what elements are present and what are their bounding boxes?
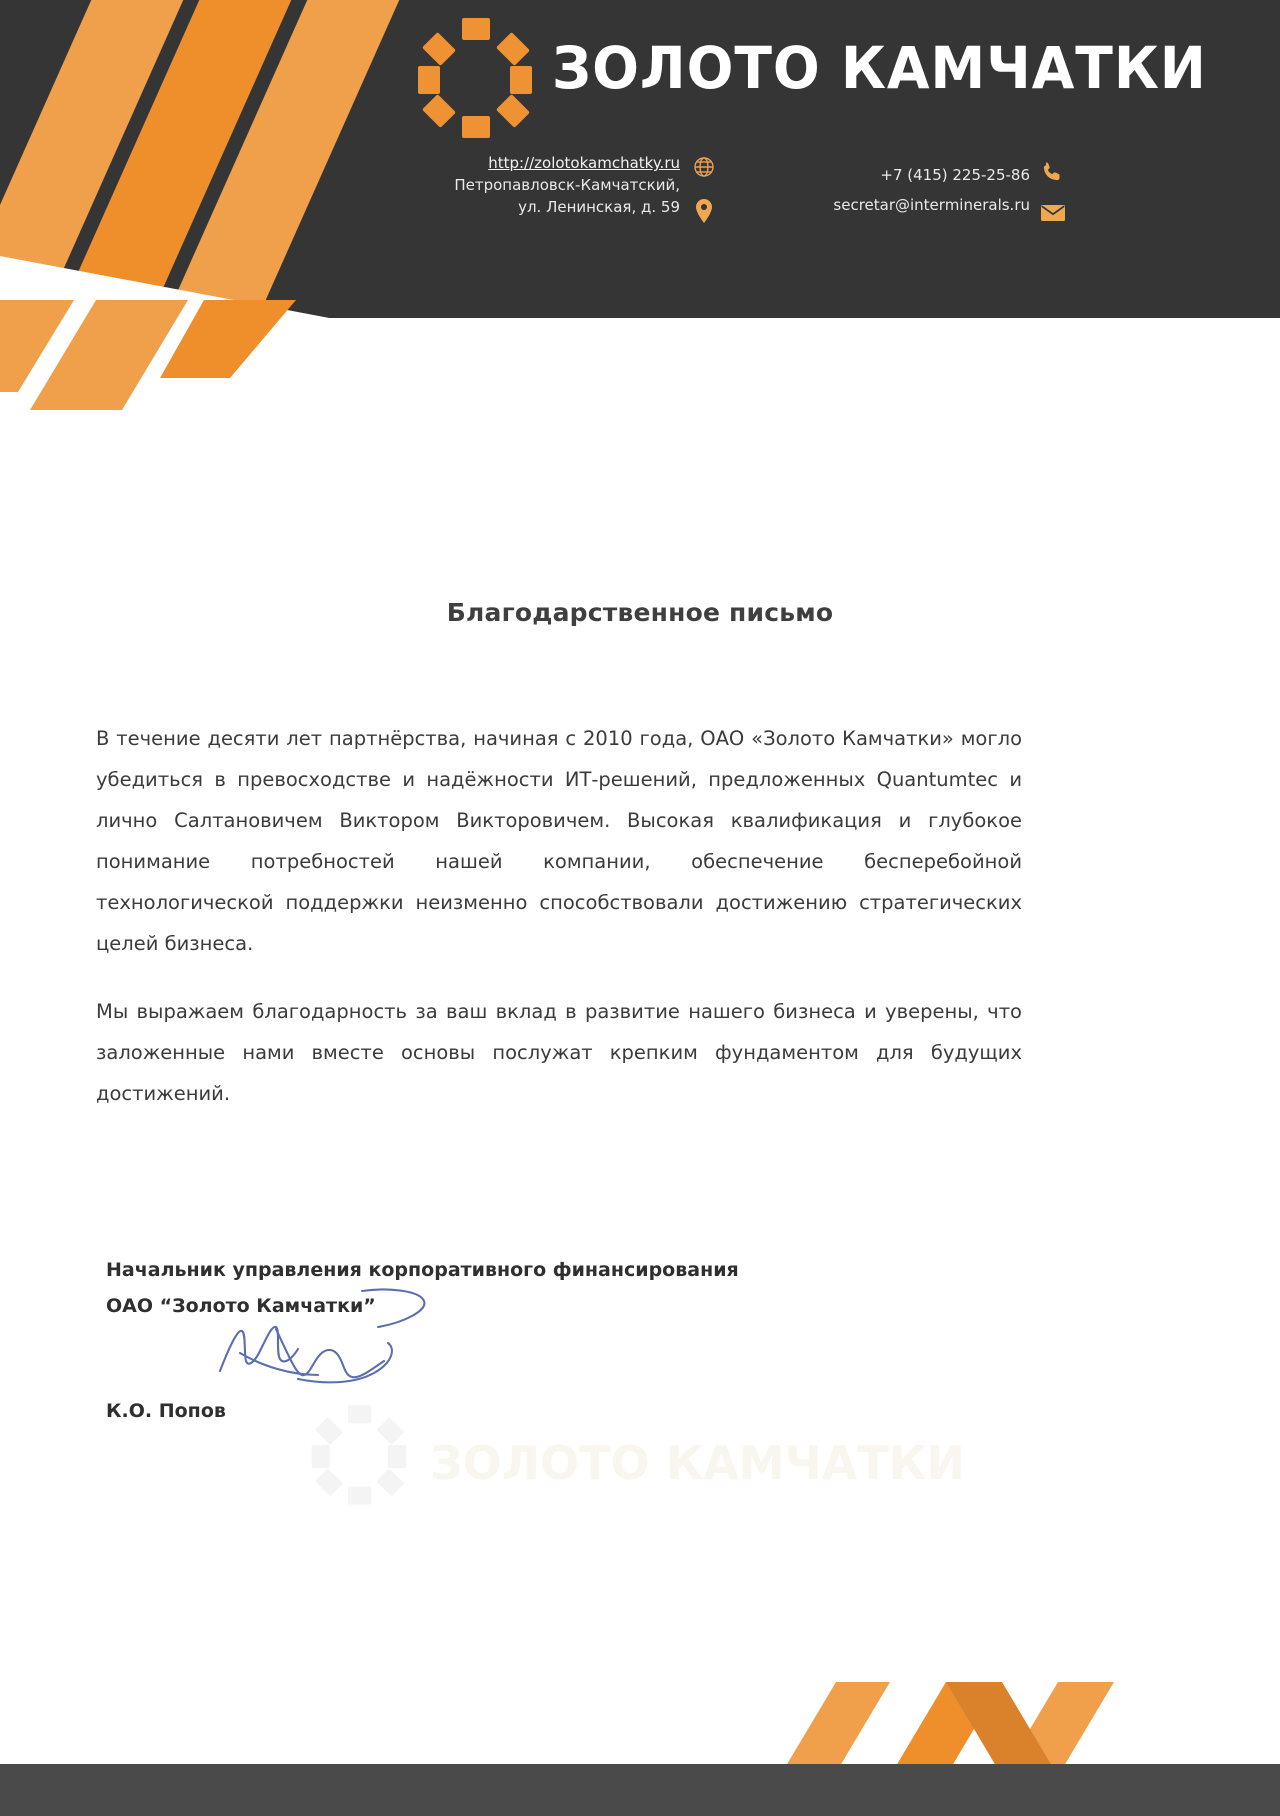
phone-number[interactable]: +7 (415) 225-25-86 bbox=[880, 166, 1030, 184]
watermark-brand-text: ЗОЛОТО КАМЧАТКИ bbox=[430, 1436, 965, 1490]
letterhead-header bbox=[0, 0, 1280, 318]
envelope-icon bbox=[1040, 203, 1068, 228]
page-title: Благодарственное письмо bbox=[446, 598, 834, 627]
footer-bar bbox=[0, 1764, 1280, 1816]
gold-ring-logo-watermark-icon bbox=[300, 1400, 416, 1510]
signer-position-line-2: ОАО “Золото Камчатки” bbox=[106, 1295, 376, 1317]
map-pin-icon bbox=[692, 198, 720, 229]
paragraph-1: В течение десяти лет партнёрства, начиная с 2010 года, ОАО «Золото Камчатки» могло убедиться в превосходстве и надёжности ИТ-решений, предложенных Quantumtec и лично Салтановичем Виктором Викторовичем. Высокая квалификация и глубокое понимание потребностей нашей компании, обеспечение бесперебойной технологической поддержки неизменно способствовали достижению стратегических целей бизнеса. bbox=[96, 727, 1022, 955]
contact-right-column bbox=[720, 160, 1030, 220]
globe-icon bbox=[692, 155, 720, 184]
footer-orange-chevrons bbox=[740, 1646, 1160, 1776]
footer-watermark bbox=[300, 1400, 980, 1540]
contact-left-icons bbox=[692, 155, 720, 243]
address-line-2: ул. Ленинская, д. 59 bbox=[518, 198, 680, 216]
phone-icon bbox=[1040, 160, 1068, 189]
website-link[interactable]: http://zolotokamchatky.ru bbox=[488, 154, 680, 172]
stripe-3 bbox=[111, 0, 412, 318]
contact-right-icons bbox=[1040, 160, 1068, 242]
brand-title: ЗОЛОТО КАМЧАТКИ bbox=[552, 34, 1207, 102]
letter-body bbox=[96, 718, 1022, 1141]
contact-left-column bbox=[380, 152, 680, 218]
orange-stripes-lower bbox=[0, 300, 420, 410]
signature-block bbox=[106, 1252, 806, 1324]
gold-ring-logo-icon bbox=[404, 16, 544, 140]
signer-position-line-1: Начальник управления корпоративного финансирования bbox=[106, 1259, 739, 1281]
paragraph-2: Мы выражаем благодарность за ваш вклад в развитие нашего бизнеса и уверены, что заложенные нами вместе основы послужат крепким фундаментом для будущих достижений. bbox=[96, 1000, 1022, 1105]
address-line-1: Петропавловск-Камчатский, bbox=[454, 176, 680, 194]
signer-name: К.О. Попов bbox=[106, 1400, 226, 1422]
email-address[interactable]: secretar@interminerals.ru bbox=[833, 196, 1030, 214]
